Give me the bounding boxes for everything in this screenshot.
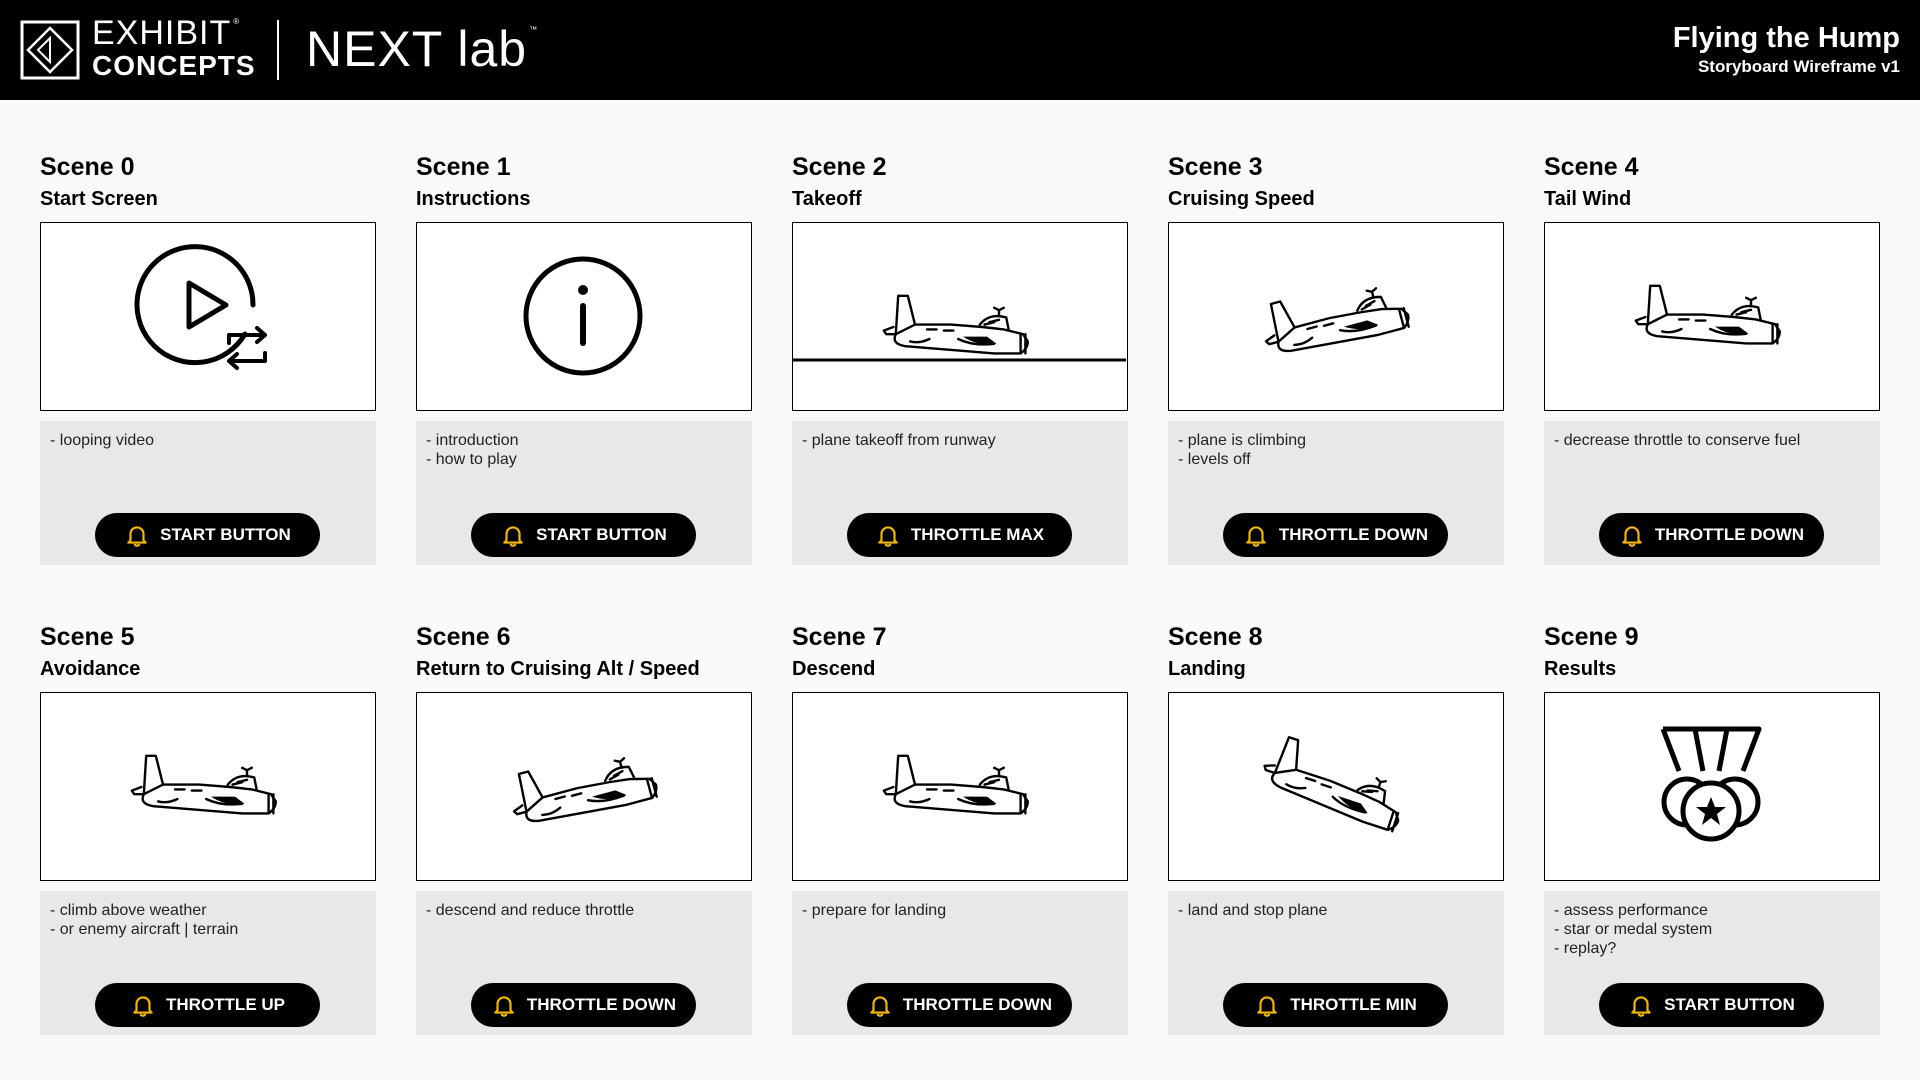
throttle-down-button[interactable]: THROTTLE DOWN xyxy=(847,983,1072,1027)
plane-level xyxy=(41,693,374,879)
scene-name: Instructions xyxy=(416,188,531,210)
scene-card-3 xyxy=(1168,150,1504,565)
scene-card-9 xyxy=(1544,620,1880,1035)
scene-number: Scene 1 xyxy=(416,153,511,181)
scene-notes: - decrease throttle to conserve fuel THROTTLE DOWN xyxy=(1544,421,1880,565)
scene-name: Results xyxy=(1544,658,1617,680)
scene-number: Scene 3 xyxy=(1168,153,1263,181)
page-title: Flying the Hump xyxy=(1672,22,1900,54)
bell-icon xyxy=(1243,522,1269,548)
scene-notes: - plane is climbing - levels off THROTTLE DOWN xyxy=(1168,421,1504,565)
play-loop-icon xyxy=(41,223,374,409)
exhibit-concepts-wordmark: EXHIBIT ® CONCEPTS xyxy=(92,14,256,81)
scene-number: Scene 8 xyxy=(1168,623,1263,651)
bell-icon xyxy=(1619,522,1645,548)
info-icon xyxy=(417,223,750,409)
bell-icon xyxy=(491,992,517,1018)
scene-frame xyxy=(416,692,752,881)
scene-notes: - introduction - how to play START BUTTON xyxy=(416,421,752,565)
scene-notes: - climb above weather - or enemy aircraft | terrain THROTTLE UP xyxy=(40,891,376,1035)
throttle-up-button[interactable]: THROTTLE UP xyxy=(95,983,320,1027)
bell-icon xyxy=(1254,992,1280,1018)
bell-icon xyxy=(1628,992,1654,1018)
bell-icon xyxy=(130,992,156,1018)
scene-frame xyxy=(1168,692,1504,881)
scene-number: Scene 7 xyxy=(792,623,887,651)
scene-name: Tail Wind xyxy=(1544,188,1632,210)
plane-level xyxy=(1545,223,1878,409)
scene-number: Scene 2 xyxy=(792,153,887,181)
scene-frame xyxy=(40,692,376,881)
scene-card-2 xyxy=(792,150,1128,565)
scene-name: Cruising Speed xyxy=(1168,188,1315,210)
scene-frame xyxy=(1168,222,1504,411)
throttle-down-button[interactable]: THROTTLE DOWN xyxy=(471,983,696,1027)
scene-name: Descend xyxy=(792,658,876,680)
scene-number: Scene 6 xyxy=(416,623,511,651)
scene-card-8 xyxy=(1168,620,1504,1035)
bell-icon xyxy=(867,992,893,1018)
scene-name: Return to Cruising Alt / Speed xyxy=(416,658,700,680)
scene-number: Scene 9 xyxy=(1544,623,1639,651)
plane-descending xyxy=(1169,693,1502,879)
bell-icon xyxy=(124,522,150,548)
plane-climbing xyxy=(1169,223,1502,409)
page-subtitle: Storyboard Wireframe v1 xyxy=(1697,57,1900,76)
scene-frame xyxy=(416,222,752,411)
project-title-block xyxy=(1673,20,1900,78)
scene-card-5 xyxy=(40,620,376,1035)
scene-card-4 xyxy=(1544,150,1880,565)
start-button[interactable]: START BUTTON xyxy=(95,513,320,557)
scene-notes: - descend and reduce throttle THROTTLE DOWN xyxy=(416,891,752,1035)
scene-notes: - looping video START BUTTON xyxy=(40,421,376,565)
scene-number: Scene 5 xyxy=(40,623,135,651)
plane-climbing xyxy=(417,693,750,879)
plane-on-runway xyxy=(793,223,1126,409)
scene-card-1 xyxy=(416,150,752,565)
scene-name: Start Screen xyxy=(40,188,158,210)
scene-notes: - plane takeoff from runway THROTTLE MAX xyxy=(792,421,1128,565)
scene-frame xyxy=(792,222,1128,411)
scene-card-6 xyxy=(416,620,752,1035)
bell-icon xyxy=(500,522,526,548)
nextlab-wordmark: NEXT lab ™ xyxy=(306,21,539,77)
scene-frame xyxy=(1544,692,1880,881)
scene-frame xyxy=(792,692,1128,881)
header-divider xyxy=(277,20,279,80)
scene-name: Landing xyxy=(1168,658,1246,680)
scene-number: Scene 4 xyxy=(1544,153,1639,181)
start-button[interactable]: START BUTTON xyxy=(1599,983,1824,1027)
throttle-min-button[interactable]: THROTTLE MIN xyxy=(1223,983,1448,1027)
throttle-down-button[interactable]: THROTTLE DOWN xyxy=(1223,513,1448,557)
scene-card-0 xyxy=(40,150,376,565)
scene-notes: - assess performance - star or medal system - replay? START BUTTON xyxy=(1544,891,1880,1035)
plane-level xyxy=(793,693,1126,879)
throttle-max-button[interactable]: THROTTLE MAX xyxy=(847,513,1072,557)
scene-card-7 xyxy=(792,620,1128,1035)
throttle-down-button[interactable]: THROTTLE DOWN xyxy=(1599,513,1824,557)
scene-frame xyxy=(1544,222,1880,411)
start-button[interactable]: START BUTTON xyxy=(471,513,696,557)
scene-number: Scene 0 xyxy=(40,153,135,181)
scene-notes: - prepare for landing THROTTLE DOWN xyxy=(792,891,1128,1035)
scene-frame xyxy=(40,222,376,411)
header-bar xyxy=(0,0,1920,100)
exhibit-concepts-logo-icon xyxy=(20,20,80,80)
bell-icon xyxy=(875,522,901,548)
scene-name: Avoidance xyxy=(40,658,141,680)
medals-icon xyxy=(1545,693,1878,879)
scene-name: Takeoff xyxy=(792,188,862,210)
scene-notes: - land and stop plane THROTTLE MIN xyxy=(1168,891,1504,1035)
